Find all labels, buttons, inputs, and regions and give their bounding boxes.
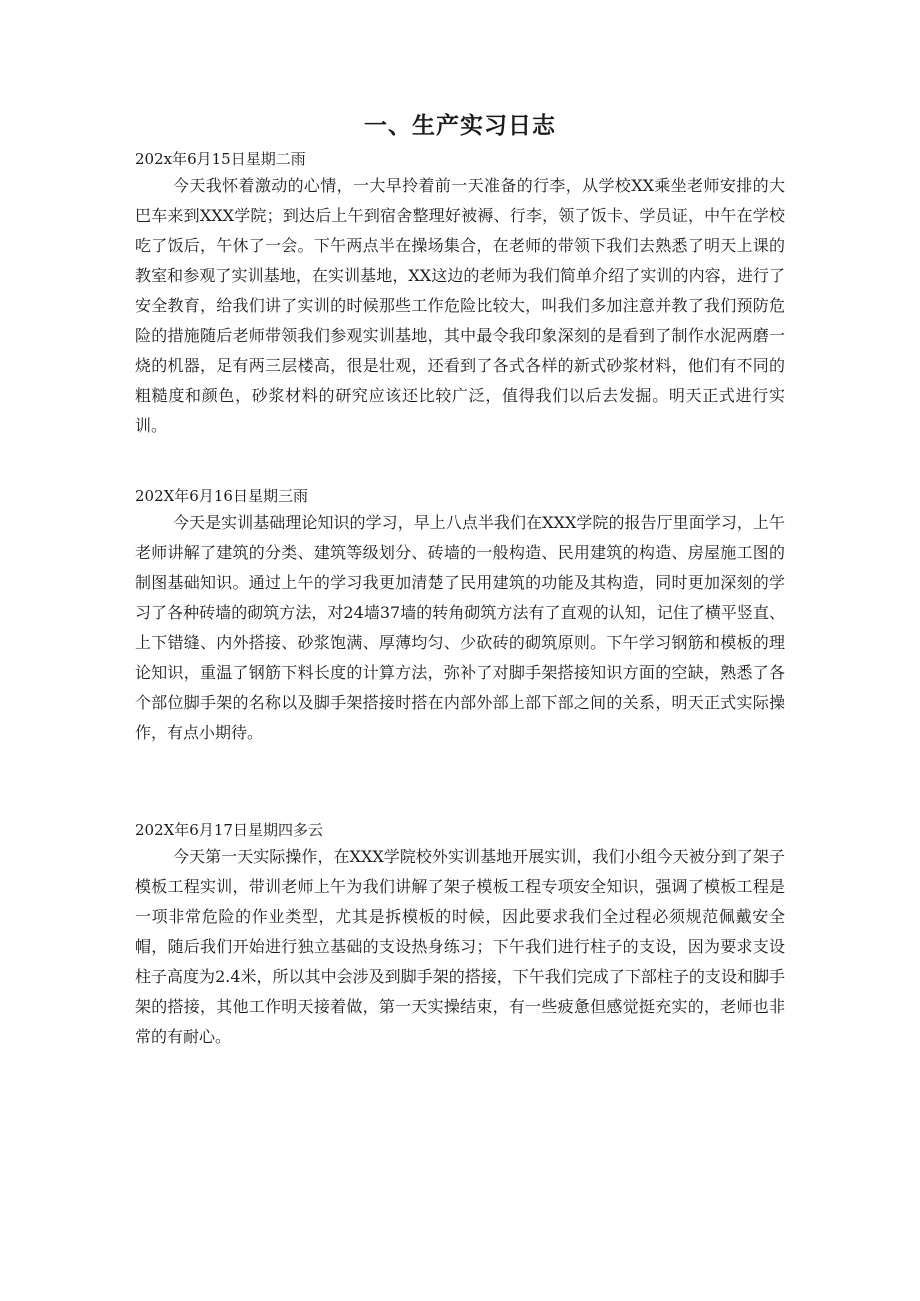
entry-date: 202x年6月15日星期二雨 (135, 150, 306, 168)
log-entry (135, 818, 785, 1052)
log-entry (135, 484, 785, 748)
entry-body: 今天是实训基础理论知识的学习，早上八点半我们在XXX学院的报告厅里面学习，上午老师讲解了建筑的分类、建筑等级划分、砖墙的一般构造、民用建筑的构造、房屋施工图的制图基础知识。通过上午的学习我更加清楚了民用建筑的功能及其构造，同时更加深刻的学习了各种砖墙的砌筑方法，对24墙37墙的转角砌筑方法有了直观的认知，记住了横平竖直、上下错缝、内外搭接、砂浆饱满、厚薄均匀、少砍砖的砌筑原则。下午学习钢筋和模板的理论知识，重温了钢筋下料长度的计算方法，弥补了对脚手架搭接知识方面的空缺，熟悉了各个部位脚手架的名称以及脚手架搭接时搭在内部外部上部下部之间的关系，明天正式实际操作，有点小期待。 (135, 513, 785, 742)
entry-body: 今天第一天实际操作，在XXX学院校外实训基地开展实训，我们小组今天被分到了架子模板工程实训，带训老师上午为我们讲解了架子模板工程专项安全知识，强调了模板工程是一项非常危险的作业类型，尤其是拆模板的时候，因此要求我们全过程必须规范佩戴安全帽，随后我们开始进行独立基础的支设热身练习；下午我们进行柱子的支设，因为要求支设柱子高度为2.4米，所以其中会涉及到脚手架的搭接，下午我们完成了下部柱子的支设和脚手架的搭接，其他工作明天接着做，第一天实操结束，有一些疲惫但感觉挺充实的，老师也非常的有耐心。 (135, 847, 785, 1046)
entry-body: 今天我怀着激动的心情，一大早拎着前一天准备的行李，从学校XX乘坐老师安排的大巴车来到XXX学院；到达后上午到宿舍整理好被褥、行李，领了饭卡、学员证，中午在学校吃了饭后，午休了一会。下午两点半在操场集合，在老师的带领下我们去熟悉了明天上课的教室和参观了实训基地，在实训基地，XX这边的老师为我们简单介绍了实训的内容，进行了安全教育，给我们讲了实训的时候那些工作危险比较大，叫我们多加注意并教了我们预防危险的措施随后老师带领我们参观实训基地，其中最令我印象深刻的是看到了制作水泥两磨一烧的机器，足有两三层楼高，很是壮观，还看到了各式各样的新式砂浆材料，他们有不同的粗糙度和颜色，砂浆材料的研究应该还比较广泛，值得我们以后去发掘。明天正式进行实训。 (135, 176, 785, 435)
entry-date: 202X年6月17日星期四多云 (135, 821, 323, 839)
entry-date: 202X年6月16日星期三雨 (135, 487, 308, 505)
log-entry (135, 147, 785, 441)
page-title: 一、生产实习日志 (364, 113, 556, 139)
